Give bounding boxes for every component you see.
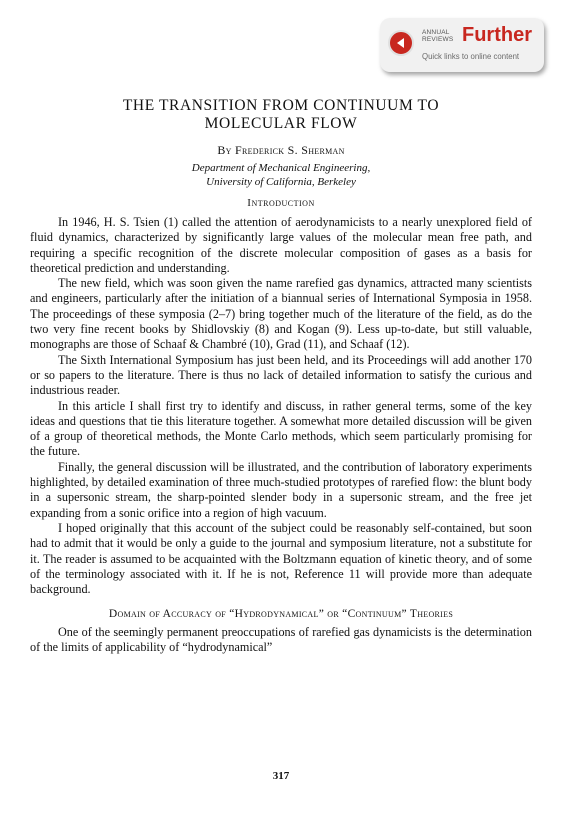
paragraph-3: The Sixth International Symposium has just been held, and its Proceedings will add another 170 or so papers to the literature. There is thus no lack of detailed information to satisfy the curious and industrious reader. [30, 352, 532, 398]
paragraph-6: I hoped originally that this account of the subject could be reasonably self-contained, but soon had to admit that it would be only a guide to the journal and symposium literature, not a substitute for it. The reader is assumed to be acquainted with the Boltzmann equation of kinetic theory, and of some of the terminology associated with it. If he is not, Reference 11 will provide more than adequate background. [30, 520, 532, 597]
annual-reviews-logo-text: ANNUAL REVIEWS [422, 29, 454, 43]
quick-links-label[interactable]: Quick links to online content [422, 52, 520, 61]
paragraph-4: In this article I shall first try to identify and discuss, in rather general terms, some of the key ideas and questions that tie this literature together. A somewhat more detailed discussion will be given of a group of theoretical methods, the Monte Carlo methods, which seem particularly promising for the future. [30, 398, 532, 459]
article-title-line-1: THE TRANSITION FROM CONTINUUM TO [122, 97, 440, 114]
article-title-line-2: MOLECULAR FLOW [204, 115, 358, 132]
section-heading-introduction: Introduction [247, 197, 315, 209]
paragraph-5: Finally, the general discussion will be illustrated, and the contribution of laboratory experiments highlighted, by detailed examination of three much-studied prototypes of rarefied flow: the blunt body in a supersonic stream, the sharp-pointed slender body in a supersonic stream, and the free jet expanding from a sonic orifice into a region of high vacuum. [30, 459, 532, 520]
further-label: Further [462, 24, 532, 46]
paragraph-1: In 1946, H. S. Tsien (1) called the attention of aerodynamicists to a nearly unexplored field of fluid dynamics, characterized by significantly large values of the molecular mean free path, and requiring a specific recognition of the discrete molecular composition of gases as a basis for theoretical prediction and understanding. [30, 215, 532, 275]
section-heading-domain-of-accuracy: Domain of Accuracy of “Hydrodynamical” or “Continuum” Theories [108, 608, 454, 621]
paragraph-7: One of the seemingly permanent preoccupations of rarefied gas dynamicists is the determination of the limits of applicability of “hydrodynamical” [30, 624, 532, 655]
article-body [30, 215, 532, 655]
paragraph-2: The new field, which was soon given the name rarefied gas dynamics, attracted many scientists and engineers, particularly after the initiation of a biannual series of International Symposia in 1958. The proceedings of these symposia (2–7) bring together much of the literature of the field, as do the two very fine recent books by Shidlovskiy (8) and Kogan (9). Less up-to-date, but still valuable, monographs are those of Schaaf & Chambré (10), Grad (11), and Schaaf (12). [30, 276, 532, 352]
page-number: 317 [272, 770, 290, 782]
author-university: University of California, Berkeley [206, 176, 356, 188]
author-department: Department of Mechanical Engineering, [191, 162, 371, 174]
annual-reviews-further-badge[interactable] [380, 18, 544, 72]
author-byline: By Frederick S. Sherman [217, 143, 345, 157]
play-back-icon[interactable] [388, 30, 414, 56]
